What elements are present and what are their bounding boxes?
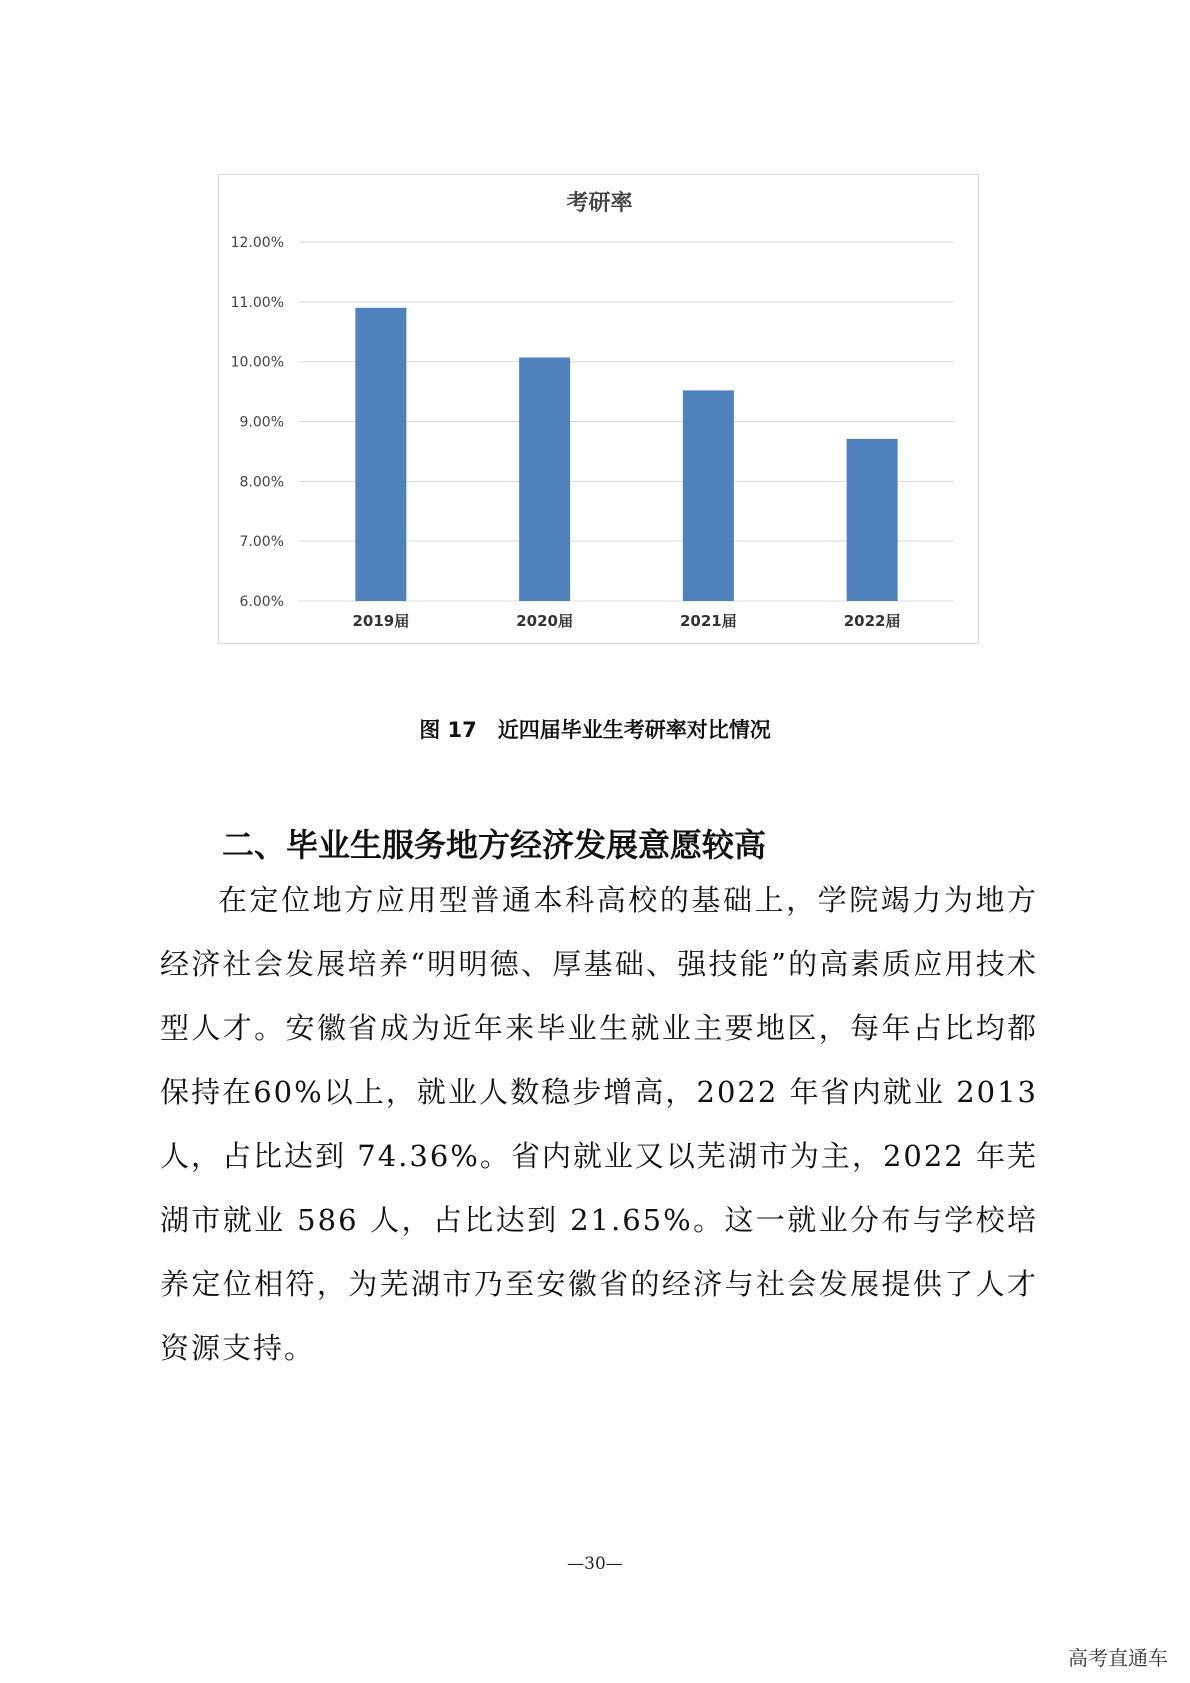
x-tick-label: 2019届: [352, 612, 410, 630]
page-number: —30—: [567, 1554, 623, 1574]
body-paragraph: 在定位地方应用型普通本科高校的基础上，学院竭力为地方经济社会发展培养“明明德、厚基础、强技能”的高素质应用技术型人才。安徽省成为近年来毕业生就业主要地区，每年占比均都保持在60%以上，就业人数稳步增高，2022 年省内就业 2013 人，占比达到 74.36%。省内就业又以芜湖市为主，2022 年芜湖市就业 586 人，占比达到 21.65%。这一就业分布与学校培养定位相符，为芜湖市乃至安徽省的经济与社会发展提供了人才资源支持。: [160, 883, 1038, 1365]
bar: [683, 390, 734, 601]
bar-chart: [218, 174, 979, 644]
y-tick-label: 11.00%: [230, 294, 284, 311]
bar: [519, 357, 570, 601]
y-tick-label: 9.00%: [239, 414, 284, 431]
y-tick-label: 6.00%: [239, 594, 284, 610]
y-tick-label: 8.00%: [239, 474, 284, 491]
section-heading: 二、毕业生服务地方经济发展意愿较高: [222, 826, 767, 864]
chart-title: 考研率: [566, 191, 633, 216]
x-tick-label: 2022届: [843, 612, 901, 630]
y-tick-label: 7.00%: [239, 534, 284, 551]
bar: [847, 439, 898, 601]
x-tick-label: 2021届: [680, 612, 737, 630]
x-tick-label: 2020届: [516, 612, 573, 630]
figure-caption: 图 17 近四届毕业生考研率对比情况: [419, 718, 771, 742]
bar: [355, 308, 406, 601]
y-tick-label: 12.00%: [230, 235, 284, 251]
watermark: 高考直通车: [1068, 1646, 1168, 1670]
y-tick-label: 10.00%: [230, 354, 284, 371]
chart-svg: [219, 175, 980, 645]
